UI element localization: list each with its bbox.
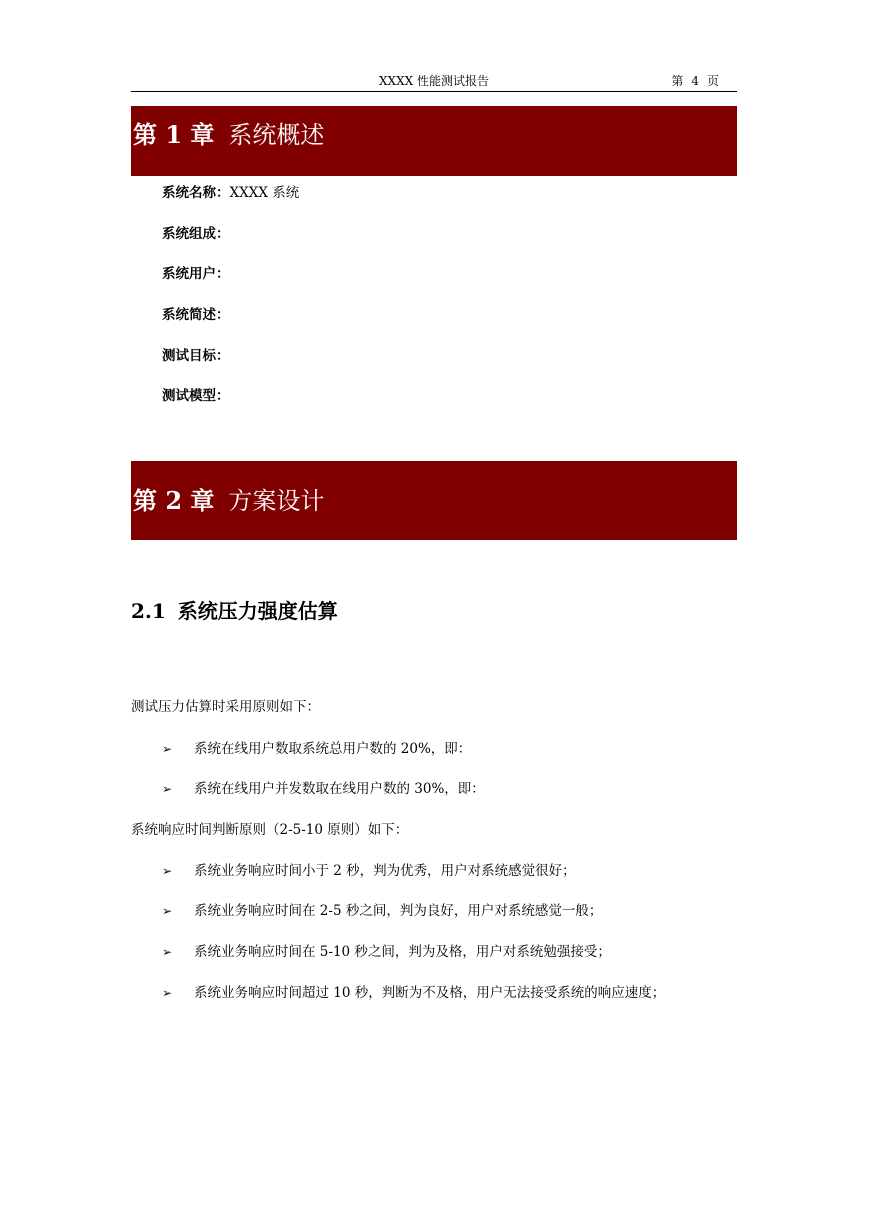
list-item xyxy=(162,940,611,960)
field-system-composition xyxy=(162,222,230,242)
bullet-arrow-icon: ➢ xyxy=(162,986,173,1000)
header-title: XXXX 性能测试报告 xyxy=(379,74,489,88)
bullet-text: 系统业务响应时间超过 10 秒，判断为不及格，用户无法接受系统的响应速度； xyxy=(194,985,666,1001)
page-prefix: 第 xyxy=(671,74,684,88)
field-label: 系统简述： xyxy=(162,307,230,323)
field-label: 系统组成： xyxy=(162,226,230,242)
field-value: XXXX 系统 xyxy=(229,185,300,201)
bullet-arrow-icon: ➢ xyxy=(162,782,173,796)
header-page-number xyxy=(667,72,723,89)
chapter-2-title: 方案设计 xyxy=(228,487,325,515)
field-system-description xyxy=(162,303,230,323)
chapter-2-banner xyxy=(131,461,737,540)
list-item xyxy=(162,981,665,1001)
bullet-arrow-icon: ➢ xyxy=(162,904,173,918)
bullet-text: 系统在线用户并发数取在线用户数的 30%，即： xyxy=(194,781,485,797)
bullet-arrow-icon: ➢ xyxy=(162,945,173,959)
field-system-name xyxy=(162,181,299,201)
page-suffix: 页 xyxy=(706,74,719,88)
list-item xyxy=(162,859,576,879)
response-principle-paragraph: 系统响应时间判断原则（2-5-10 原则）如下： xyxy=(131,822,409,838)
list-item xyxy=(162,737,471,757)
section-2-1-title: 系统压力强度估算 xyxy=(177,599,338,623)
bullet-text: 系统业务响应时间在 2-5 秒之间，判为良好，用户对系统感觉一般； xyxy=(194,903,603,919)
field-system-users xyxy=(162,262,230,282)
chapter-1-title: 系统概述 xyxy=(228,121,325,149)
intro-paragraph: 测试压力估算时采用原则如下： xyxy=(131,699,320,715)
bullet-arrow-icon: ➢ xyxy=(162,742,173,756)
chapter-2-number: 第 2 章 xyxy=(133,486,215,515)
chapter-1-banner xyxy=(131,106,737,176)
page-header xyxy=(131,70,737,92)
field-test-model xyxy=(162,384,230,404)
section-2-1-number: 2.1 xyxy=(131,599,166,623)
bullet-arrow-icon: ➢ xyxy=(162,864,173,878)
chapter-1-number: 第 1 章 xyxy=(133,120,215,149)
chapter-2-heading xyxy=(133,481,324,516)
field-label: 测试目标： xyxy=(162,348,230,364)
list-item xyxy=(162,899,602,919)
page-number: 4 xyxy=(691,74,699,88)
bullet-text: 系统业务响应时间在 5-10 秒之间，判为及格，用户对系统勉强接受； xyxy=(194,944,611,960)
field-label: 系统名称： xyxy=(162,185,230,201)
list-item xyxy=(162,777,485,797)
field-label: 系统用户： xyxy=(162,266,230,282)
bullet-text: 系统在线用户数取系统总用户数的 20%，即： xyxy=(194,741,472,757)
bullet-text: 系统业务响应时间小于 2 秒，判为优秀，用户对系统感觉很好； xyxy=(194,863,576,879)
chapter-1-heading xyxy=(133,115,324,150)
field-label: 测试模型： xyxy=(162,388,230,404)
field-test-goal xyxy=(162,344,230,364)
section-2-1-heading xyxy=(131,595,338,624)
